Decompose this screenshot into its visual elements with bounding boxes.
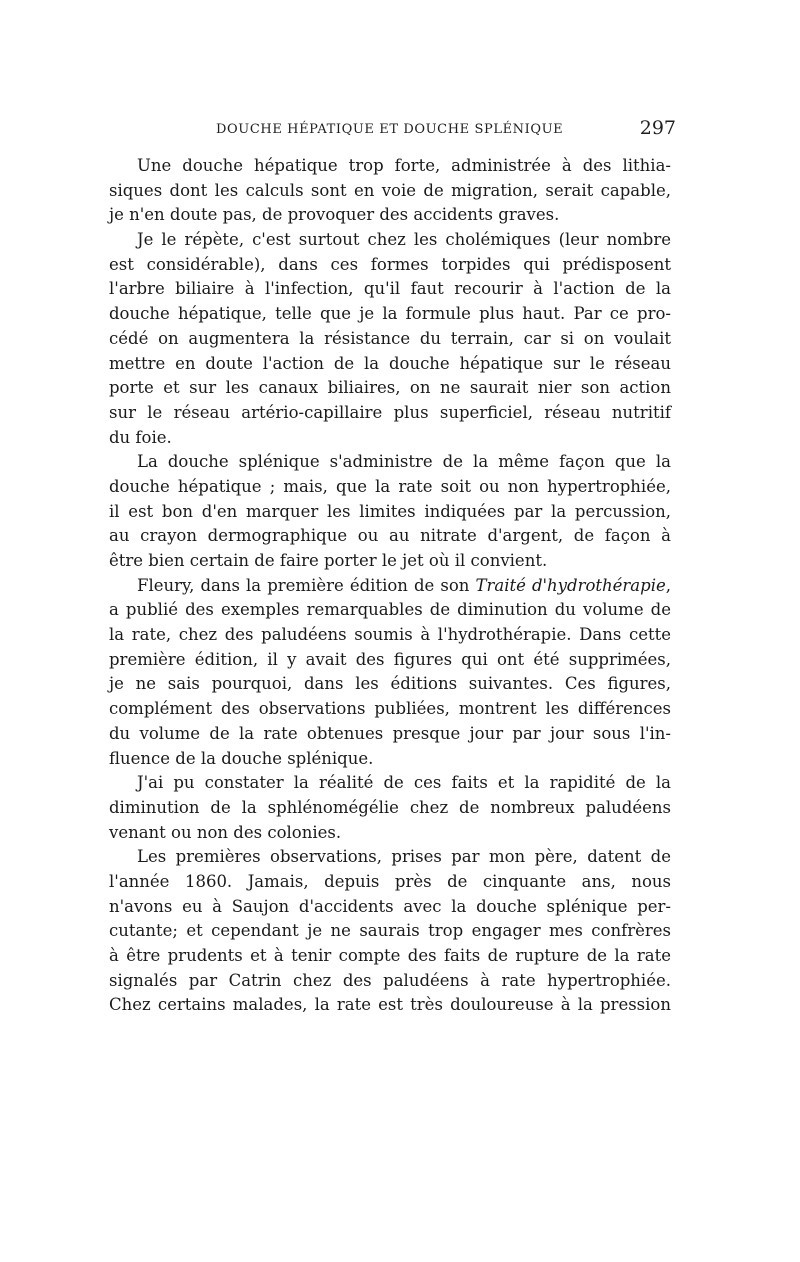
text-line: sur le réseau artério-capillaire plus superficiel, réseau nutritif <box>109 402 671 422</box>
text-line: au crayon dermographique ou au nitrate d'argent, de façon à <box>109 526 671 546</box>
text-line: première édition, il y avait des figures qui ont été supprimées, <box>109 649 671 669</box>
text-line: à être prudents et à tenir compte des faits de rupture de la rate <box>109 946 671 965</box>
text-line: douche hépatique, telle que je la formule plus haut. Par ce pro- <box>109 304 671 324</box>
text-line: venant ou non des colonies. <box>109 822 342 842</box>
text-line: je n'en doute pas, de provoquer des accidents graves. <box>109 205 560 225</box>
running-title: DOUCHE HÉPATIQUE ET DOUCHE SPLÉNIQUE <box>216 122 564 137</box>
text-line: Chez certains malades, la rate est très douloureuse à la pression <box>109 995 671 1015</box>
text-line: La douche splénique s'administre de la même façon que la <box>137 452 671 472</box>
text-line: complément des observations publiées, montrent les différences <box>109 699 671 719</box>
text-line: fluence de la douche splénique. <box>109 748 374 768</box>
text-line: il est bon d'en marquer les limites indiquées par la percussion, <box>109 501 671 521</box>
text-line: est considérable), dans ces formes torpides qui prédisposent <box>109 254 671 274</box>
page-number: 297 <box>639 117 676 139</box>
text-line: siques dont les calculs sont en voie de migration, serait capable, <box>109 180 671 200</box>
text-line: l'arbre biliaire à l'infection, qu'il faut recourir à l'action de la <box>109 279 671 299</box>
text-line: l'année 1860. Jamais, depuis près de cinquante ans, nous <box>109 871 671 891</box>
text-line: mettre en doute l'action de la douche hépatique sur le réseau <box>109 353 671 373</box>
text-line: je ne sais pourquoi, dans les éditions suivantes. Ces figures, <box>109 674 671 694</box>
text-line: cédé on augmentera la résistance du terrain, car si on voulait <box>109 328 671 348</box>
text-line: Les premières observations, prises par mon père, datent de <box>137 847 671 867</box>
body-text <box>109 154 671 1018</box>
text-line: la rate, chez des paludéens soumis à l'hydrothérapie. Dans cette <box>109 625 671 645</box>
text-line: du volume de la rate obtenues presque jour par jour sous l'in- <box>109 723 671 743</box>
text-line: J'ai pu constater la réalité de ces faits et la rapidité de la <box>137 773 671 793</box>
text-line: du foie. <box>109 427 172 447</box>
text-line: Fleury, dans la première édition de son Traité d'hydrothérapie, <box>137 575 671 595</box>
text-line: signalés par Catrin chez des paludéens à rate hypertrophiée. <box>109 970 671 990</box>
italic-title: Traité d'hydrothérapie <box>475 575 666 595</box>
text-line: Je le répète, c'est surtout chez les cholémiques (leur nombre <box>137 230 671 250</box>
running-head <box>112 118 678 142</box>
text-line: a publié des exemples remarquables de diminution du volume de <box>109 600 671 620</box>
text-line: diminution de la sphlénomégélie chez de nombreux paludéens <box>109 797 671 817</box>
text-line: porte et sur les canaux biliaires, on ne saurait nier son action <box>109 378 671 398</box>
text-line: être bien certain de faire porter le jet où il convient. <box>109 551 548 570</box>
text-line: cutante; et cependant je ne saurais trop engager mes confrères <box>109 921 671 941</box>
text-line: douche hépatique ; mais, que la rate soit ou non hypertrophiée, <box>109 476 671 496</box>
text-line: n'avons eu à Saujon d'accidents avec la douche splénique per- <box>109 896 671 916</box>
text-line: Une douche hépatique trop forte, administrée à des lithia- <box>137 156 671 175</box>
